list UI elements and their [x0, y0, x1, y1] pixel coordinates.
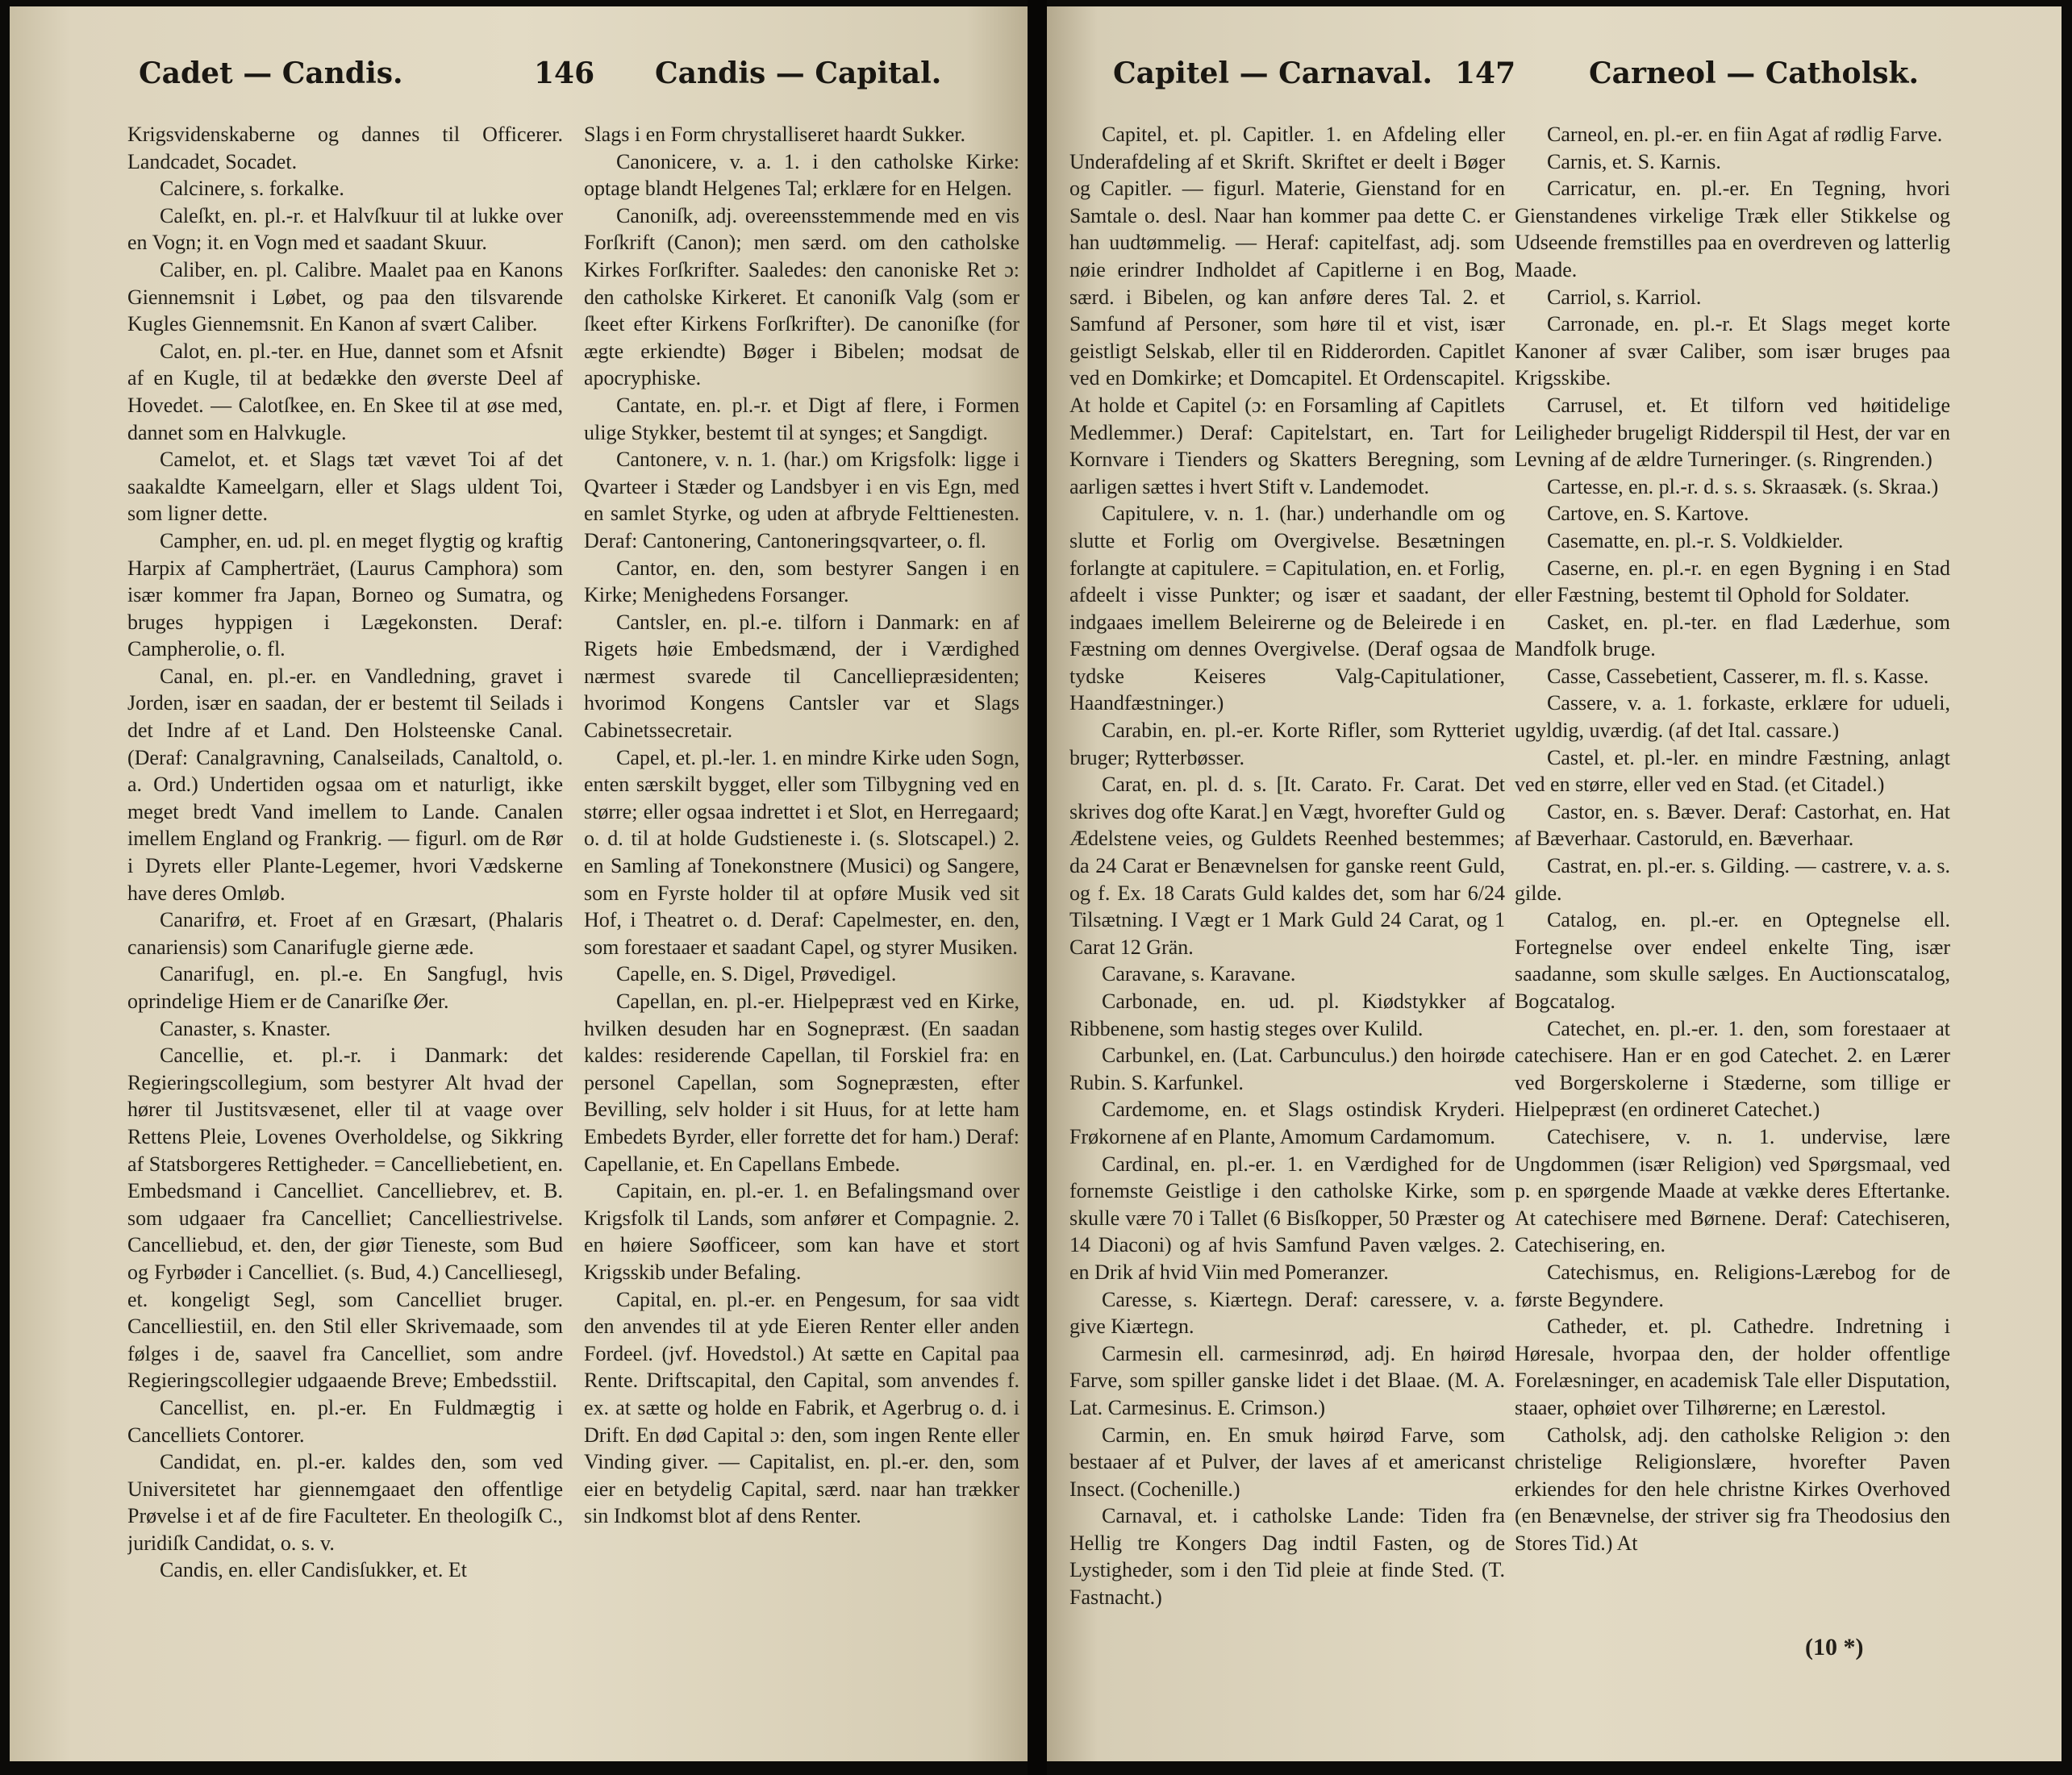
dictionary-entry: Cartove, en. S. Kartove.	[1547, 502, 1749, 526]
right-header-right: Carneol — Catholsk.	[1589, 56, 1919, 90]
dictionary-entry: Casematte, en. pl.-r. S. Voldkielder.	[1547, 528, 1844, 552]
dictionary-entry: Capitel, et. pl. Capitler. 1. en Afdeling eller Underafdeling af et Skrift. Skriftet er deelt i Bøger og Capitler. — figurl. Materie, Gienstand for en Samtale o. desl. Naar han kommer paa dette C. er han uudtømmelig. — Heraf: capitelfast, adj. som nøie erindrer Indholdet af Capitlerne i en Bog, særd. i Bibelen, og kan anføre deres Tal. 2. et Samfund af Personer, som høre til et vist, især geistligt Selskab, eller til en Ridderorden. Capitlet ved en Domkirke; et Domcapitel. Et Ordenscapitel. At holde et Capitel (ɔ: en Forsamling af Capitlets Medlemmer.) Deraf: Capitelstart, en. Tart for Kornvare i Tienders og Skatters Beregning, som aarligen sættes i hvert Stift v. Landemodet.	[1069, 123, 1505, 498]
book-gutter	[1028, 0, 1047, 1775]
dictionary-entry: Cardemome, en. et Slags ostindisk Kryderi. Frøkornene af en Plante, Amomum Cardamomum.	[1069, 1098, 1505, 1148]
left-page	[10, 6, 1028, 1761]
dictionary-entry: Slags i en Form chrystalliseret haardt Sukker.	[584, 123, 965, 146]
dictionary-entry: Capitain, en. pl.-er. 1. en Befalingsmand over Krigsfolk til Lands, som anfører et Compagnie. 2. en høiere Søofficeer, som kan have et stort Krigsskib under Befaling.	[584, 1179, 1019, 1284]
dictionary-entry: Candis, en. eller Candisſukker, et. Et	[160, 1558, 467, 1582]
dictionary-entry: Carricatur, en. pl.-er. En Tegning, hvori Gienstandenes virkelige Træk eller Stikkelse og Udseende fremstilles paa en overdreven og latterlig Maade.	[1515, 177, 1950, 281]
dictionary-entry: Cantate, en. pl.-r. et Digt af flere, i Formen ulige Stykker, bestemt til at synges; et Sangdigt.	[584, 393, 1019, 444]
dictionary-entry: Carat, en. pl. d. s. [It. Carato. Fr. Carat. Det skrives dog ofte Karat.] en Vægt, hvorefter Guld og Ædelstene veies, og Guldets Reenhed bestemmes; da 24 Carat er Benævnelsen for ganske reent Guld, og f. Ex. 18 Carats Guld kaldes det, som har 6/24 Tilsætning. I Vægt er 1 Mark Guld 24 Carat, og 1 Carat 12 Grän.	[1069, 773, 1505, 959]
dictionary-entry: Carronade, en. pl.-r. Et Slags meget korte Kanoner af svær Caliber, som især bruges paa Krigsskibe.	[1515, 312, 1950, 390]
left-page-number: 146	[534, 56, 595, 90]
dictionary-entry: Capitulere, v. n. 1. (har.) underhandle om og slutte et Forlig om Overgivelse. Besætningen forlangte at capitulere. = Capitulation, en. et Forlig, afdeelt i visse Punkter; og især et saadant, der indgaaes imellem Beleirerne og de Beleirede i en Fæstning om dennes Overgivelse. (Deraf ogsaa de tydske Keiseres Valg-Capitulationer, Haandfæstninger.)	[1069, 502, 1505, 715]
dictionary-entry: Catalog, en. pl.-er. en Optegnelse ell. Fortegnelse over endeel enkelte Ting, især saadanne, som skulle sælges. En Auctionscatalog, Bogcatalog.	[1515, 908, 1950, 1013]
dictionary-entry: Casket, en. pl.-ter. en flad Læderhue, som Mandfolk bruge.	[1515, 610, 1950, 661]
right-page-number: 147	[1455, 56, 1516, 90]
dictionary-entry: Canarifrø, et. Froet af en Græsart, (Phalaris canariensis) som Canarifugle gierne æde.	[127, 908, 563, 959]
dictionary-entry: Canaster, s. Knaster.	[160, 1016, 331, 1040]
dictionary-entry: Caresse, s. Kiærtegn. Deraf: caressere, v. a. give Kiærtegn.	[1069, 1287, 1505, 1339]
dictionary-entry: Castel, et. pl.-ler. en mindre Fæstning, anlagt ved en større, eller ved en Stad. (et Citadel.)	[1515, 745, 1950, 797]
dictionary-entry: Castor, en. s. Bæver. Deraf: Castorhat, en. Hat af Bæverhaar. Castoruld, en. Bæverhaar.	[1515, 799, 1950, 851]
dictionary-entry: Candidat, en. pl.-er. kaldes den, som ved Universitetet har giennemgaaet den offentlige Prøvelse i et af de fire Faculteter. En theologiſk C., juridiſk Candidat, o. s. v.	[127, 1450, 563, 1555]
left-column-2	[584, 121, 1019, 1613]
dictionary-entry: Carbonade, en. ud. pl. Kiødstykker af Ribbenene, som hastig steges over Kulild.	[1069, 990, 1505, 1040]
dictionary-entry: Camelot, et. et Slags tæt vævet Toi af det saakaldte Kameelgarn, eller et Slags uldent Toi, som ligner dette.	[127, 448, 563, 526]
dictionary-entry: Cantsler, en. pl.-e. tilforn i Danmark: en af Rigets høie Embedsmænd, der i Værdighed nærmest svarede til Cancelliepræsidenten; hvorimod Kongens Cantsler var et Slags Cabinetssecretair.	[584, 610, 1019, 743]
dictionary-entry: Carabin, en. pl.-er. Korte Rifler, som Rytteriet bruger; Rytterbøsser.	[1069, 719, 1505, 769]
dictionary-entry: Caleſkt, en. pl.-r. et Halvſkuur til at lukke over en Vogn; it. en Vogn med et saadant Skuur.	[127, 203, 563, 255]
dictionary-entry: Canarifugl, en. pl.-e. En Sangfugl, hvis oprindelige Hiem er de Canariſke Øer.	[127, 962, 563, 1013]
dictionary-entry: Carmin, en. En smuk høirød Farve, som bestaaer af et Pulver, der laves af et americanst Insect. (Cochenille.)	[1069, 1423, 1505, 1501]
dictionary-entry: Catechismus, en. Religions-Lærebog for de første Begyndere.	[1515, 1260, 1950, 1311]
dictionary-entry: Campher, en. ud. pl. en meget flygtig og kraftig Harpix af Campherträet, (Laurus Camphora) som især kommer fra Japan, Borneo og Sumatra, og bruges hyppigen i Lægekonsten. Deraf: Campherolie, o. fl.	[127, 528, 563, 661]
right-header-left: Capitel — Carnaval.	[1113, 56, 1432, 90]
right-page	[1047, 6, 2062, 1761]
dictionary-entry: Calot, en. pl.-ter. en Hue, dannet som et Afsnit af en Kugle, til at bedække den øverste Deel af Hovedet. — Calotſkee, en. En Skee til at øse med, dannet som en Halvkugle.	[127, 339, 563, 444]
dictionary-entry: Catechet, en. pl.-er. 1. den, som forestaaer at catechisere. Han er en god Catechet. 2. en Lærer ved Borgerskolerne i Stæderne, som tillige er Hielpepræst (en ordineret Catechet.)	[1515, 1016, 1950, 1122]
dictionary-entry: Castrat, en. pl.-er. s. Gilding. — castrere, v. a. s. gilde.	[1515, 854, 1950, 905]
dictionary-entry: Casse, Cassebetient, Casserer, m. fl. s. Kasse.	[1547, 664, 1929, 688]
dictionary-entry: Carriol, s. Karriol.	[1547, 285, 1702, 309]
dictionary-entry: Caravane, s. Karavane.	[1102, 962, 1296, 986]
dictionary-entry: Canal, en. pl.-er. en Vandledning, gravet i Jorden, især en saadan, der er bestemt til Seilads i det Indre af et Land. Den Holsteenske Canal. (Deraf: Canalgravning, Canalseilads, Canaltold, o. a. Ord.) Undertiden ogsaa om et naturligt, ikke meget bredt Vand imellem to Lande. Canalen imellem England og Frankrig. — figurl. om de Rør i Dyrets eller Plante-Legemer, hvori Vædskerne have deres Omløb.	[127, 664, 563, 905]
dictionary-entry: Catheder, et. pl. Cathedre. Indretning i Høresale, hvorpaa den, der holder offentlige Forelæsninger, en academisk Tale eller Disputation, staaer, ophøiet over Tilhørerne; en Lærestol.	[1515, 1315, 1950, 1419]
right-column-1	[1069, 121, 1505, 1613]
dictionary-entry: Carbunkel, en. (Lat. Carbunculus.) den hoirøde Rubin. S. Karfunkel.	[1069, 1044, 1505, 1094]
left-header-left: Cadet — Candis.	[139, 56, 403, 90]
dictionary-entry: Catechisere, v. n. 1. undervise, lære Ungdommen (især Religion) ved Spørgsmaal, ved p. en spørgende Maade at vække deres Eftertanke. At catechisere med Børnene. Deraf: Catechiseren, Catechisering, en.	[1515, 1124, 1950, 1257]
dictionary-entry: Carmesin ell. carmesinrød, adj. En høirød Farve, som spiller ganske lidet i det Blaae. (M. A. Lat. Carmesinus. E. Crimson.)	[1069, 1341, 1505, 1419]
dictionary-entry: Krigsvidenskaberne og dannes til Officerer. Landcadet, Socadet.	[127, 123, 563, 173]
dictionary-entry: Cantonere, v. n. 1. (har.) om Krigsfolk: ligge i Qvarteer i Stæder og Landsbyer i en vis Egn, med en samlet Styrke, og uden at afbryde Felttienesten. Deraf: Cantonering, Cantoneringsqvarteer, o. fl.	[584, 448, 1019, 552]
dictionary-entry: Capellan, en. pl.-er. Hielpepræst ved en Kirke, hvilken desuden har en Sognepræst. (En saadan kaldes: residerende Capellan, til Forskiel fra: en personel Capellan, som Sognepræsten, efter Bevilling, selv holder i sit Huus, for at lette ham Embedets Byrder, eller forrette det for ham.) Deraf: Capellanie, et. En Capellans Embede.	[584, 990, 1019, 1176]
dictionary-entry: Canoniſk, adj. overeensstemmende med en vis Forſkrift (Canon); men særd. om den catholske Kirkes Forſkrifter. Saaledes: den canoniske Ret ɔ: den catholske Kirkeret. Et canoniſk Valg (som er ſkeet efter Kirkens Forſkrifter). De canoniſke (for ægte erkiendte) Bøger i Bibelen; modsat de apocryphiske.	[584, 203, 1019, 390]
dictionary-entry: Capelle, en. S. Digel, Prøvedigel.	[616, 962, 897, 986]
left-column-1	[127, 121, 563, 1613]
dictionary-entry: Cancellie, et. pl.-r. i Danmark: det Regieringscollegium, som bestyrer Alt hvad der hører til Justitsvæsenet, eller til at vaage over Rettens Pleie, Lovenes Overholdelse, og Sikkring af Statsborgeres Rettigheder. = Cancelliebetient, en. Embedsmand i Cancelliet. Cancelliebrev, et. B. som udgaaer fra Cancelliet; Cancelliestrivelse. Cancelliebud, et. den, der giør Tieneste, som Bud og Fyrbøder i Cancelliet. (s. Bud, 4.) Cancelliesegl, et. kongeligt Segl, som Cancelliet bruger. Cancelliestiil, en. den Stil eller Skrivemaade, som følges i de, saavel fra Cancelliet, som andre Regieringscollegier udgaaende Breve; Embedsstiil.	[127, 1044, 563, 1393]
dictionary-entry: Catholsk, adj. den catholske Religion ɔ: den christelige Religionslære, hvorefter Paven erkiendes for den hele christne Kirkes Overhoved (en Benævnelse, der striver sig fra Theodosius den Stores Tid.) At	[1515, 1423, 1950, 1555]
dictionary-entry: Canonicere, v. a. 1. i den catholske Kirke: optage blandt Helgenes Tal; erklære for en Helgen.	[584, 149, 1019, 201]
dictionary-entry: Cardinal, en. pl.-er. 1. en Værdighed for de fornemste Geistlige i den catholske Kirke, som skulle være 70 i Tallet (6 Bisſkopper, 50 Præster og 14 Diaconi) og af hvis Samfund Paven vælges. 2. en Drik af hvid Viin med Pomeranzer.	[1069, 1152, 1505, 1284]
dictionary-entry: Cantor, en. den, som bestyrer Sangen i en Kirke; Menighedens Forsanger.	[584, 556, 1019, 607]
dictionary-entry: Cassere, v. a. 1. forkaste, erklære for udueli, ugyldig, uværdig. (af det Ital. cassare.)	[1515, 691, 1950, 743]
dictionary-entry: Calcinere, s. forkalke.	[160, 177, 344, 201]
dictionary-entry: Carnis, et. S. Karnis.	[1547, 149, 1721, 173]
dictionary-entry: Cancellist, en. pl.-er. En Fuldmægtig i Cancelliets Contorer.	[127, 1395, 563, 1447]
dictionary-entry: Caserne, en. pl.-r. en egen Bygning i en Stad eller Fæstning, bestemt til Ophold for Soldater.	[1515, 556, 1950, 607]
dictionary-entry: Cartesse, en. pl.-r. d. s. s. Skraasæk. (s. Skraa.)	[1547, 474, 1939, 498]
signature-mark: (10 *)	[1805, 1634, 1864, 1660]
dictionary-entry: Carrusel, et. Et tilforn ved høitidelige Leiligheder brugeligt Ridderspil til Hest, der var en Levning af de ældre Turneringer. (s. Ringrenden.)	[1515, 393, 1950, 472]
dictionary-entry: Capital, en. pl.-er. en Pengesum, for saa vidt den anvendes til at yde Eieren Renter eller anden Fordeel. (jvf. Hovedstol.) At sætte en Capital paa Rente. Driftscapital, den Capital, som anvendes f. ex. at sætte og holde en Fabrik, et Agerbrug o. d. i Drift. En død Capital ɔ: den, som ingen Rente eller Vinding giver. — Capitalist, en. pl.-er. den, som eier en betydelig Capital, særd. naar han trækker sin Indkomst blot af dens Renter.	[584, 1287, 1019, 1528]
dictionary-entry: Carnaval, et. i catholske Lande: Tiden fra Hellig tre Kongers Dag indtil Fasten, og de Lystigheder, som i den Tid pleie at finde Sted. (T. Fastnacht.)	[1069, 1504, 1505, 1610]
dictionary-entry: Carneol, en. pl.-er. en fiin Agat af rødlig Farve.	[1547, 123, 1943, 146]
dictionary-entry: Caliber, en. pl. Calibre. Maalet paa en Kanons Giennemsnit i Løbet, og paa den tilsvarende Kugles Giennemsnit. En Kanon af svært Caliber.	[127, 257, 563, 336]
left-header-right: Candis — Capital.	[655, 56, 942, 90]
right-column-2	[1515, 121, 1950, 1613]
dictionary-entry: Capel, et. pl.-ler. 1. en mindre Kirke uden Sogn, enten særskilt bygget, eller som Tilbygning ved en større; eller ogsaa indrettet i et Slot, en Herregaard; o. d. til at holde Gudstieneste i. (s. Slotscapel.) 2. en Samling af Tonekonstnere (Musici) og Sangere, som en Fyrste holder til at opføre Musik ved sit Hof, i Theatret o. d. Deraf: Capelmester, en. den, som forestaaer et saadant Capel, og styrer Musiken.	[584, 745, 1019, 959]
